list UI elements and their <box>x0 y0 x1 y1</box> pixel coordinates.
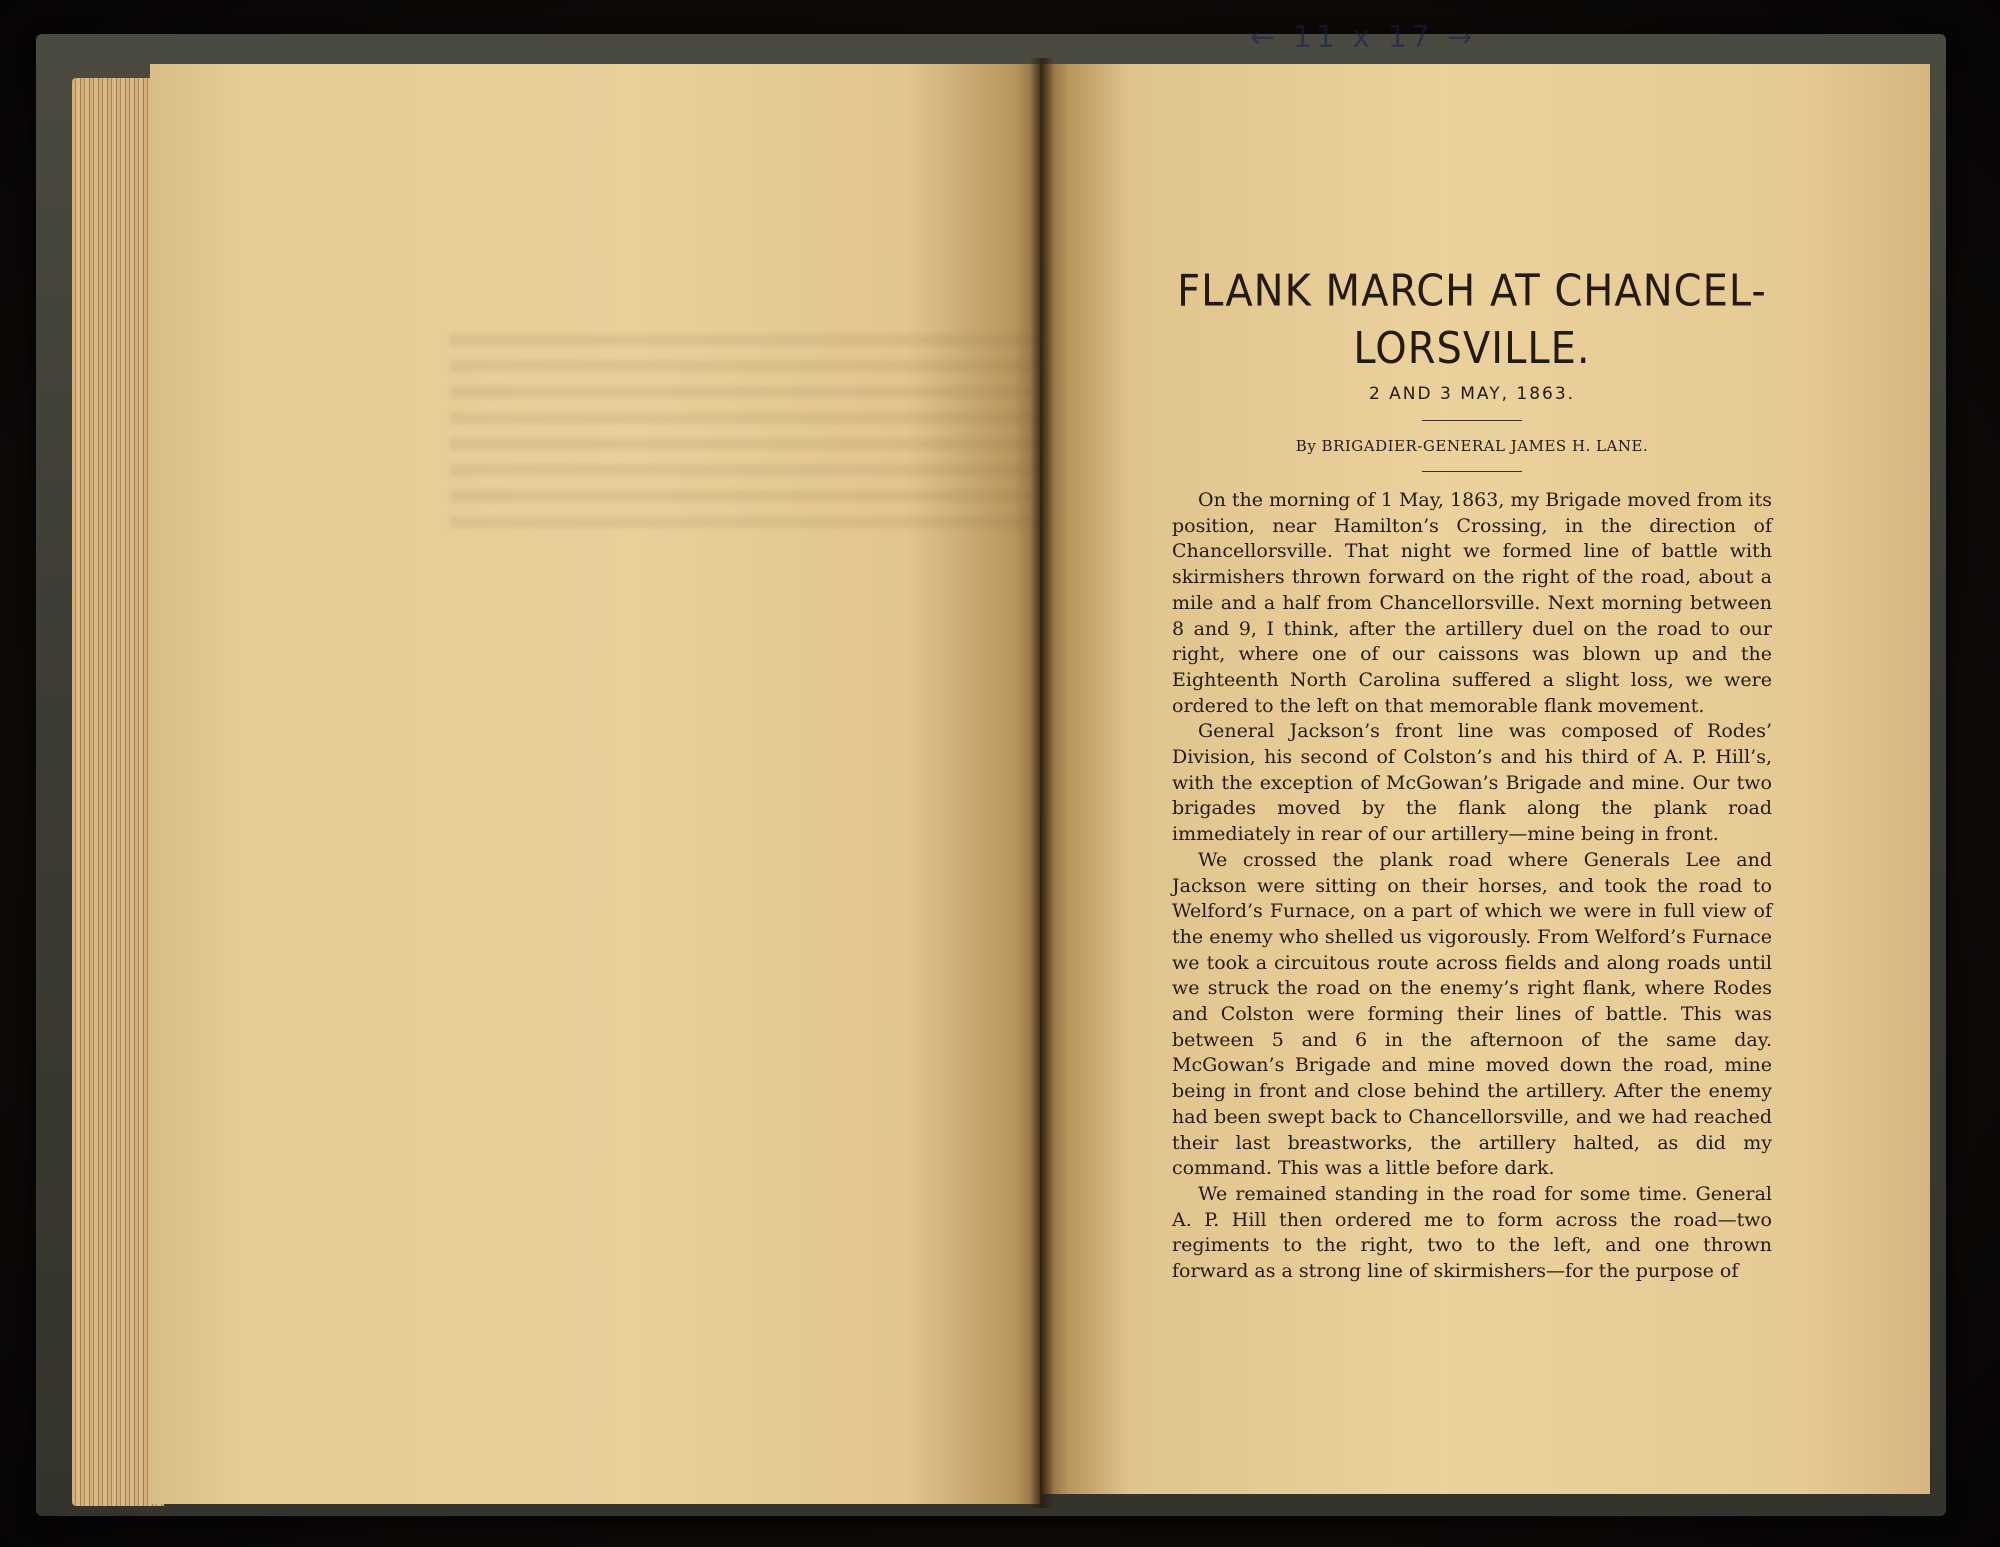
left-page <box>150 64 1040 1504</box>
article-byline: By BRIGADIER-GENERAL JAMES H. LANE. <box>1295 437 1649 455</box>
paragraph: On the morning of 1 May, 1863, my Brigade moved from its position, near Hamilton’s Crossing, in the direction of Chancellorsville. That night we formed line of battle with skirmishers thrown forward on the right of the road, about a mile and a half from Chancellorsville. Next morning between 8 and 9, I think, after the artillery duel on the road to our right, where one of our caissons was blown up and the Eighteenth North Carolina suffered a slight loss, we were ordered to the left on that memorable flank movement. <box>1172 489 1772 717</box>
scale-ruler-label: ← 11 x 17 → <box>1250 20 1477 55</box>
paragraph: We crossed the plank road where Generals Lee and Jackson were sitting on their horses, and took the road to Welford’s Furnace, on a part of which we were in full view of the enemy who shelled us vigorously. From Welford’s Furnace we took a circuitous route across fields and along roads until we struck the road on the enemy’s right flank, where Rodes and Colston were forming their lines of battle. This was between 5 and 6 in the afternoon of the same day. McGowan’s Brigade and mine moved down the road, mine being in front and close behind the artillery. After the enemy had been swept back to Chancellorsville, and we had reached their last breastworks, the artillery halted, as did my command. This was a little before dark. <box>1172 848 1772 1180</box>
book-gutter <box>1030 58 1054 1508</box>
article <box>1172 268 1772 1285</box>
article-dateline: 2 AND 3 MAY, 1863. <box>1368 384 1576 404</box>
divider-rule <box>1422 420 1522 421</box>
article-body <box>1172 488 1772 1285</box>
bleed-through-text <box>450 334 1090 534</box>
paragraph: General Jackson’s front line was composed of Rodes’ Division, his second of Colston’s and his third of A. P. Hill’s, with the exception of McGowan’s Brigade and mine. Our two brigades moved by the flank along the plank road immediately in rear of our artillery—mine being in front. <box>1172 720 1772 846</box>
paragraph: We remained standing in the road for some time. General A. P. Hill then ordered me to form across the road—two regiments to the right, two to the left, and one thrown forward as a strong line of skirmishers—for the purpose of <box>1172 1182 1772 1283</box>
article-title <box>1172 263 1772 377</box>
article-title-line-2: LORSVILLE. <box>1353 323 1591 374</box>
divider-rule <box>1422 471 1522 472</box>
article-title-line-1: FLANK MARCH AT CHANCEL- <box>1177 266 1767 317</box>
